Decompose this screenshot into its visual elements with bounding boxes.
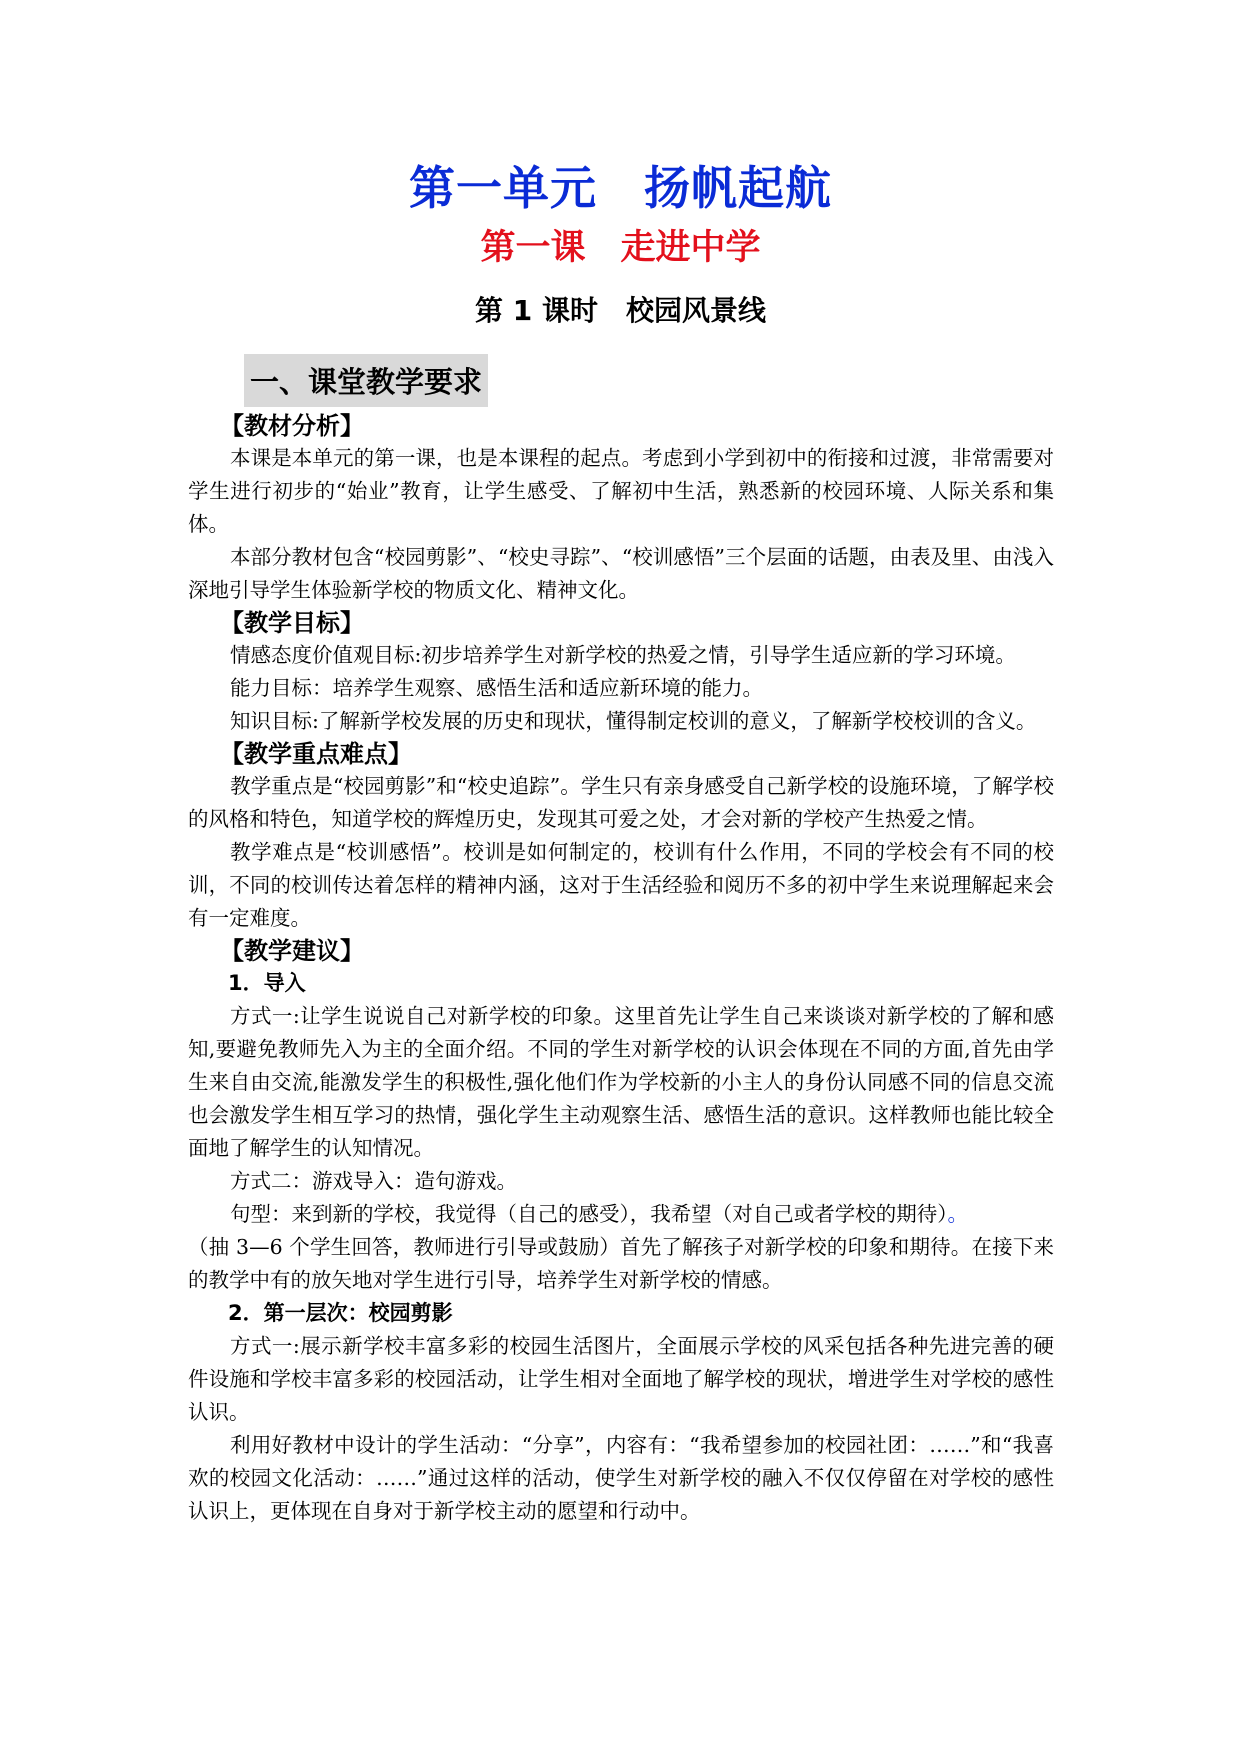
document-body [188,410,1054,1528]
sentence-pattern-end: 。 [947,1202,968,1226]
campus-way-one: 方式一:展示新学校丰富多彩的校园生活图片，全面展示学校的风采包括各种先进完善的硬件设施和学校丰富多彩的校园活动，让学生相对全面地了解学校的现状，增进学生对学校的感性认识。 [188,1334,1054,1424]
unit-title: 第一单元 扬帆起航 [409,161,832,215]
section-heading: 一、课堂教学要求 [244,354,488,407]
lesson-title: 第一课 走进中学 [480,228,761,268]
sentence-pattern [188,1198,1054,1231]
subsection-intro-title: 1．导入 [228,971,306,995]
sentence-pattern-text: 句型：来到新的学校，我觉得（自己的感受），我希望（对自己或者学校的期待） [230,1202,948,1226]
suggestions-heading: 【教学建议】 [220,937,364,965]
intro-way-two: 方式二：游戏导入：造句游戏。 [230,1169,517,1193]
subsection-campus-title: 2．第一层次：校园剪影 [228,1301,453,1325]
material-analysis-heading: 【教材分析】 [220,412,364,440]
knowledge-goal: 知识目标:了解新学校发展的历史和现状，懂得制定校训的意义，了解新学校校训的含义。 [230,709,1037,733]
teaching-difficulty: 教学难点是“校训感悟”。校训是如何制定的，校训有什么作用，不同的学校会有不同的校训，不同的校训传达着怎样的精神内涵，这对于生活经验和阅历不多的初中学生来说理解起来会有一定难度。 [188,840,1054,930]
material-analysis-paragraph-1: 本课是本单元的第一课，也是本课程的起点。考虑到小学到初中的衔接和过渡，非常需要对学生进行初步的“始业”教育，让学生感受、了解初中生活，熟悉新的校园环境、人际关系和集体。 [188,446,1054,536]
teaching-focus: 教学重点是“校园剪影”和“校史追踪”。学生只有亲身感受自己新学校的设施环境，了解学校的风格和特色，知道学校的辉煌历史，发现其可爱之处，才会对新的学校产生热爱之情。 [188,774,1054,831]
intro-way-one: 方式一:让学生说说自己对新学校的印象。这里首先让学生自己来谈谈对新学校的了解和感知,要避免教师先入为主的全面介绍。不同的学生对新学校的认识会体现在不同的方面,首先由学生来自由交流,能激发学生的积极性,强化他们作为学校新的小主人的身份认同感不同的信息交流也会激发学生相互学习的热情，强化学生主动观察生活、感悟生活的意识。这样教师也能比较全面地了解学生的认知情况。 [188,1004,1054,1160]
material-analysis-paragraph-2: 本部分教材包含“校园剪影”、“校史寻踪”、“校训感悟”三个层面的话题，由表及里、由浅入深地引导学生体验新学校的物质文化、精神文化。 [188,545,1054,602]
campus-activity: 利用好教材中设计的学生活动：“分享”，内容有：“我希望参加的校园社团：……”和“我喜欢的校园文化活动：……”通过这样的活动，使学生对新学校的融入不仅仅停留在对学校的感性认识上，更体现在自身对于新学校主动的愿望和行动中。 [188,1433,1054,1523]
period-title: 第 1 课时 校园风景线 [475,294,766,327]
key-points-heading: 【教学重点难点】 [220,740,412,768]
ability-goal: 能力目标：培养学生观察、感悟生活和适应新环境的能力。 [230,676,763,700]
pattern-note: （抽 3—6 个学生回答，教师进行引导或鼓励）首先了解孩子对新学校的印象和期待。在接下来的教学中有的放矢地对学生进行引导，培养学生对新学校的情感。 [188,1235,1054,1292]
teaching-goals-heading: 【教学目标】 [220,609,364,637]
emotion-goal: 情感态度价值观目标:初步培养学生对新学校的热爱之情，引导学生适应新的学习环境。 [230,643,1016,667]
